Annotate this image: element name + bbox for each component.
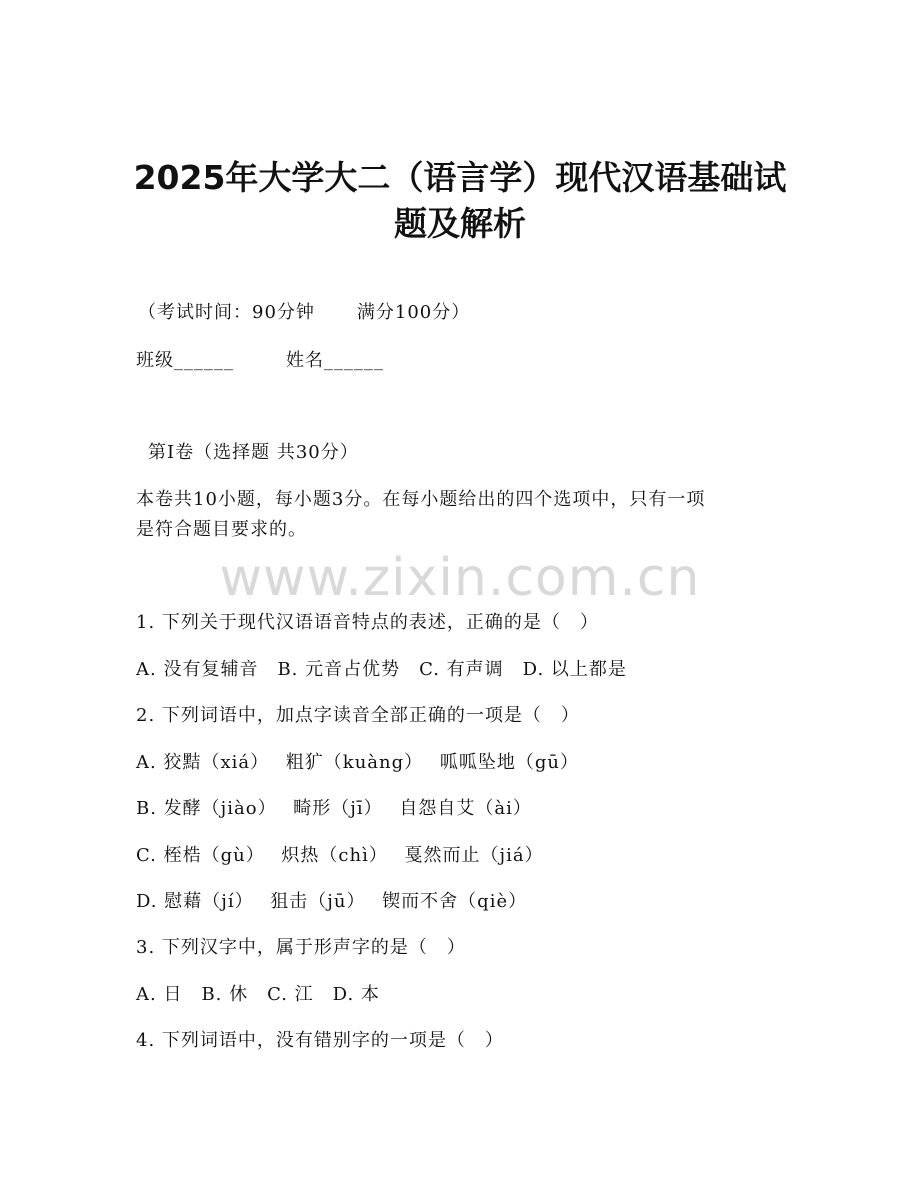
name-field: 姓名______ [286,350,384,371]
student-info [136,348,384,374]
question-4-stem: 4. 下列词语中，没有错别字的一项是（ ） [136,1030,504,1051]
question-2-option-a: A. 狡黠（xiá） 粗犷（kuàng） 呱呱坠地（gū） [136,752,579,773]
section-heading: 第Ⅰ卷（选择题 共30分） [148,442,359,463]
question-2-option-d: D. 慰藉（jí） 狙击（jū） 锲而不舍（qiè） [136,891,528,912]
document-title [0,155,920,247]
question-3-stem: 3. 下列汉字中，属于形声字的是（ ） [136,937,466,958]
section-instructions-2: 是符合题目要求的。 [136,519,307,540]
section-instructions-1: 本卷共10小题，每小题3分。在每小题给出的四个选项中，只有一项 [136,489,706,510]
question-2-stem: 2. 下列词语中，加点字读音全部正确的一项是（ ） [136,705,580,726]
question-1-stem: 1. 下列关于现代汉语语音特点的表述，正确的是（ ） [136,612,599,633]
question-2-option-c: C. 桎梏（gù） 炽热（chì） 戛然而止（jiá） [136,845,544,866]
title-line-1: 2025年大学大二（语言学）现代汉语基础试 [133,158,787,197]
question-3-options: A. 日 B. 休 C. 江 D. 本 [136,984,380,1005]
question-2-option-b: B. 发酵（jiào） 畸形（jī） 自怨自艾（ài） [136,798,532,819]
question-1-options: A. 没有复辅音 B. 元音占优势 C. 有声调 D. 以上都是 [136,659,627,680]
class-field: 班级______ [136,350,234,371]
watermark: www.zixin.com.cn [219,548,701,608]
exam-time: （考试时间：90分钟 [138,302,315,323]
title-line-2: 题及解析 [394,204,526,243]
exam-full-score: 满分100分） [356,302,471,323]
exam-info [138,300,470,326]
